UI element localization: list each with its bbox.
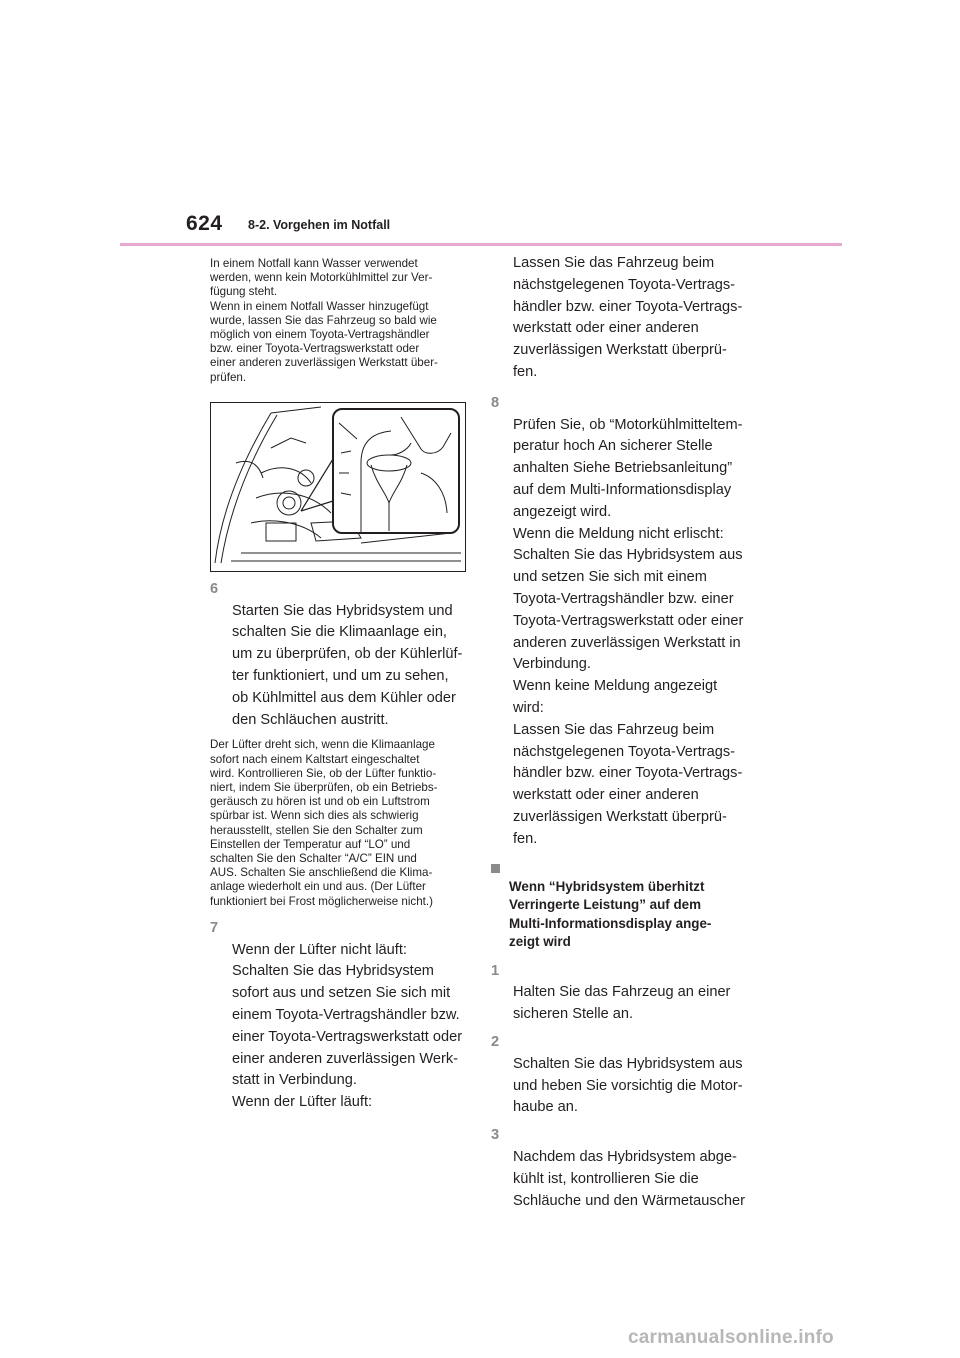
section-title: 8-2. Vorgehen im Notfall bbox=[248, 218, 391, 232]
step-text: Schalten Sie das Hybridsystem aus und heben Sie vorsichtig die Motor- haube an. bbox=[513, 1055, 743, 1116]
step-number: 3 bbox=[491, 1127, 500, 1144]
step-number: 8 bbox=[491, 394, 500, 411]
step-6 bbox=[210, 579, 470, 732]
note-middle: Der Lüfter dreht sich, wenn die Klimaanlage sofort nach einem Kaltstart eingeschaltet wird. Kontrollieren Sie, ob der Lüfter funktio- niert, indem Sie überprüfen, ob ein Betriebs- geräusch zu hören ist und ob ein Luftstrom spürbar ist. Wenn sich dies als schwierig herausstellt, stellen Sie den Schalter zum Einstellen der Temperatur auf “LO” und schalten Sie den Schalter “A/C” EIN und AUS. Schalten Sie anschließend die Klima- anlage wiederholt ein und aus. (Der Lüfter funktioniert bei Frost möglicherweise nicht.) bbox=[210, 738, 438, 908]
page-number: 624 bbox=[186, 212, 223, 235]
step-text: Wenn der Lüfter nicht läuft: Schalten Sie das Hybridsystem sofort aus und setzen Sie sich mit einem Toyota-Vertragshändler bzw. einer Toyota-Vertragswerkstatt oder einer anderen zuverlässigen Werk- statt in Verbindung. Wenn der Lüfter läuft: bbox=[232, 941, 463, 1111]
step-number: 1 bbox=[491, 962, 500, 979]
step-8 bbox=[491, 393, 759, 851]
step-text: Nachdem das Hybridsystem abge- kühlt ist, kontrollieren Sie die Schläuche und den Wärmetauscher bbox=[513, 1148, 746, 1209]
watermark: carmanualsonline.info bbox=[628, 1327, 834, 1348]
section-heading bbox=[491, 860, 759, 952]
sub-step-3 bbox=[491, 1125, 759, 1212]
right-column bbox=[491, 253, 759, 1212]
header-rule bbox=[120, 243, 842, 246]
heading-bullet-icon bbox=[491, 864, 500, 873]
step-number: 2 bbox=[491, 1033, 500, 1050]
step-text: Prüfen Sie, ob “Motorkühlmitteltem- peratur hoch An sicherer Stelle anhalten Siehe Betriebsanleitung” auf dem Multi-Informationsdisplay angezeigt wird. Wenn die Meldung nicht erlischt: Schalten Sie das Hybridsystem aus und setzen Sie sich mit einem Toyota-Vertragshändler bzw. einer Toyota-Vertragswerkstatt oder einer anderen zuverlässigen Werkstatt in Verbindung. Wenn keine Meldung angezeigt wird: Lassen Sie das Fahrzeug beim nächstgelegenen Toyota-Vertrags- händler bzw. einer Toyota-Vertrags- werkstatt oder einer anderen zuverlässigen Werkstatt überprü- fen. bbox=[513, 416, 744, 847]
step-text: Starten Sie das Hybridsystem und schalten Sie die Klimaanlage ein, um zu überprüfen, ob der Kühlerlüf- ter funktioniert, und um zu sehen, ob Kühlmittel aus dem Kühler oder den Schläuchen austritt. bbox=[232, 602, 463, 728]
continuation-text: Lassen Sie das Fahrzeug beim nächstgelegenen Toyota-Vertrags- händler bzw. einer Toyota-Vertrags- werkstatt oder einer anderen zuverlässigen Werkstatt überprü- fen. bbox=[513, 255, 743, 380]
sub-step-1 bbox=[491, 961, 759, 1026]
left-column bbox=[210, 257, 470, 1114]
sub-step-2 bbox=[491, 1032, 759, 1119]
step-7 bbox=[210, 918, 470, 1114]
heading-text: Wenn “Hybridsystem überhitzt Verringerte Leistung” auf dem Multi-Informationsdisplay ange- zeigt wird bbox=[509, 878, 712, 950]
step-number: 7 bbox=[210, 919, 219, 936]
engine-coolant-illustration bbox=[210, 402, 466, 572]
note-top: In einem Notfall kann Wasser verwendet werden, wenn kein Motorkühlmittel zur Ver- fügung steht. Wenn in einem Notfall Wasser hinzugefügt wurde, lassen Sie das Fahrzeug so bald wie möglich von einem Toyota-Vertragshändler bzw. einer Toyota-Vertragswerkstatt oder einer anderen zuverlässigen Werkstatt über- prüfen. bbox=[210, 257, 438, 384]
step-text: Halten Sie das Fahrzeug an einer sicheren Stelle an. bbox=[513, 984, 731, 1023]
step-number: 6 bbox=[210, 580, 219, 597]
